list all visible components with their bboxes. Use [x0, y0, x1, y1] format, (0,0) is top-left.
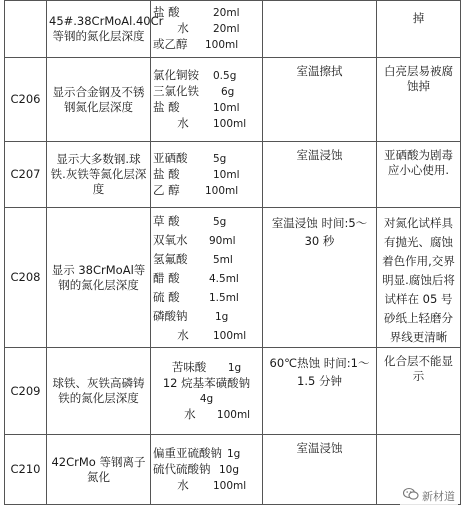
reagent-line	[153, 5, 260, 21]
reagent-name: 苦味酸	[171, 359, 207, 374]
reagent-line	[153, 21, 260, 37]
reagent-line	[153, 250, 260, 269]
reagent-name: 磷酸钠	[153, 309, 188, 323]
reagent-line	[153, 116, 260, 132]
reagent-name: 双氧水	[153, 233, 188, 247]
code-cell: C207	[5, 142, 47, 208]
table-row	[5, 435, 461, 505]
reagent-amount: 1g	[215, 311, 229, 323]
reagent-name: 氯化铜铵	[153, 67, 199, 82]
reagent-name: 水	[177, 115, 189, 130]
code-cell: C210	[5, 435, 47, 505]
reagent-amount: 1g	[227, 447, 241, 460]
reagent-line	[153, 84, 260, 100]
reagent-line	[153, 288, 260, 307]
reagent-name: 水	[177, 328, 189, 342]
reagent-name: 硫代硫酸钠	[153, 461, 211, 476]
reagent-amount: 1g	[227, 361, 242, 374]
reagent-name: 12 烷基苯磺酸钠	[162, 375, 251, 390]
reagent-name: 醋 酸	[153, 271, 180, 285]
reagent-amount: 4.5ml	[209, 273, 239, 285]
reagent-amount: 100ml	[205, 39, 239, 51]
code-cell: C206	[5, 58, 47, 142]
notes-cell: 白亮层易被腐蚀掉	[377, 58, 461, 142]
code-cell: C208	[5, 208, 47, 348]
reagents-cell	[151, 58, 263, 142]
reagent-amount: 10ml	[213, 168, 240, 181]
table-row	[5, 208, 461, 348]
table-row	[5, 142, 461, 208]
purpose-cell: 球铁、灰铁高磷铸铁的氮化层深度	[47, 348, 151, 435]
reagent-line	[153, 167, 260, 183]
reagent-name: 盐 酸	[153, 5, 180, 19]
reagent-line	[153, 446, 260, 462]
notes-cell: 掉	[377, 1, 461, 58]
reagent-amount: 10ml	[213, 101, 240, 114]
reagent-amount: 100ml	[216, 408, 251, 421]
reagent-amount: 1.5ml	[209, 292, 239, 304]
condition-cell: 室温浸蚀	[263, 435, 377, 505]
purpose-cell: 显示 38CrMoAl等钢的氮化层深度	[47, 208, 151, 348]
reagent-line	[153, 37, 260, 53]
reagent-name: 水	[184, 406, 196, 421]
reagent-name: 或乙醇	[153, 37, 188, 51]
reagent-name: 盐 酸	[153, 166, 180, 181]
reagent-name: 三氯化铁	[153, 83, 199, 98]
reagent-amount: 6g	[221, 85, 235, 98]
wechat-icon	[403, 487, 419, 504]
reagent-line	[153, 212, 260, 231]
reagent-line	[153, 151, 260, 167]
reagent-amount: 5ml	[213, 254, 233, 266]
table-row	[5, 58, 461, 142]
reagent-name: 偏重亚硫酸钠	[153, 445, 222, 460]
condition-cell: 60℃热蚀 时间:1～1.5 分钟	[263, 348, 377, 435]
reagent-amount: 5g	[213, 216, 227, 228]
reagent-line	[153, 391, 260, 407]
condition-cell: 室温浸蚀 时间:5～30 秒	[263, 208, 377, 348]
reagent-amount: 100ml	[213, 479, 247, 492]
reagent-amount: 10g	[219, 463, 240, 476]
reagent-name: 水	[177, 21, 189, 35]
reagent-name: 氢氟酸	[153, 252, 188, 266]
condition-cell: 室温擦拭	[263, 58, 377, 142]
reagent-name: 水	[177, 477, 189, 492]
reagent-amount: 100ml	[213, 117, 247, 130]
reagent-line	[153, 462, 260, 478]
notes-cell: 对氮化试样具有抛光、腐蚀着色作用,交界明显.腐蚀后将试样在 05 号砂纸上轻磨分界线更清晰	[377, 208, 461, 348]
reagent-line	[153, 360, 260, 376]
reagent-line	[153, 183, 260, 199]
reagent-name: 亚硒酸	[153, 150, 188, 165]
reagent-amount: 0.5g	[213, 69, 237, 82]
reagent-name: 硫 酸	[153, 290, 180, 304]
reagent-line	[153, 307, 260, 326]
reagents-cell	[151, 1, 263, 58]
reagent-amount: 100ml	[205, 184, 239, 197]
reagent-amount: 20ml	[213, 7, 240, 19]
watermark-text: 新材道	[422, 489, 455, 503]
reagent-amount: 20ml	[213, 23, 240, 35]
notes-cell: 亚硒酸为剧毒应小心使用.	[377, 142, 461, 208]
watermark	[400, 486, 458, 505]
reagent-name: 草 酸	[153, 214, 180, 228]
reagent-amount: 4g	[199, 392, 214, 405]
reagent-amount: 100ml	[213, 330, 247, 342]
condition-cell: 室温浸蚀	[263, 142, 377, 208]
purpose-cell: 显示大多数钢.球铁.灰铁等氮化层深度	[47, 142, 151, 208]
reagent-line	[153, 376, 260, 391]
notes-cell: 化合层不能显示	[377, 348, 461, 435]
reagent-name: 盐 酸	[153, 99, 180, 114]
table-row	[5, 348, 461, 435]
reagents-cell	[151, 208, 263, 348]
reagent-line	[153, 407, 260, 423]
etchant-table	[4, 0, 461, 505]
code-cell	[5, 1, 47, 58]
reagent-amount: 5g	[213, 152, 227, 165]
table-row	[5, 1, 461, 58]
reagent-line	[153, 68, 260, 84]
purpose-cell: 显示合金钢及不锈钢氮化层深度	[47, 58, 151, 142]
condition-cell	[263, 1, 377, 58]
reagents-cell	[151, 348, 263, 435]
reagent-line	[153, 269, 260, 288]
purpose-cell: 42CrMo 等钢离子氮化	[47, 435, 151, 505]
reagent-amount: 90ml	[209, 235, 236, 247]
reagent-line	[153, 100, 260, 116]
reagents-cell	[151, 142, 263, 208]
reagents-cell	[151, 435, 263, 505]
reagent-name: 乙 醇	[153, 182, 180, 197]
reagent-line	[153, 326, 260, 345]
reagent-line	[153, 478, 260, 494]
purpose-cell: 45#.38CrMoAl.40Cr等钢的氮化层深度	[47, 1, 151, 58]
reagent-line	[153, 231, 260, 250]
code-cell: C209	[5, 348, 47, 435]
